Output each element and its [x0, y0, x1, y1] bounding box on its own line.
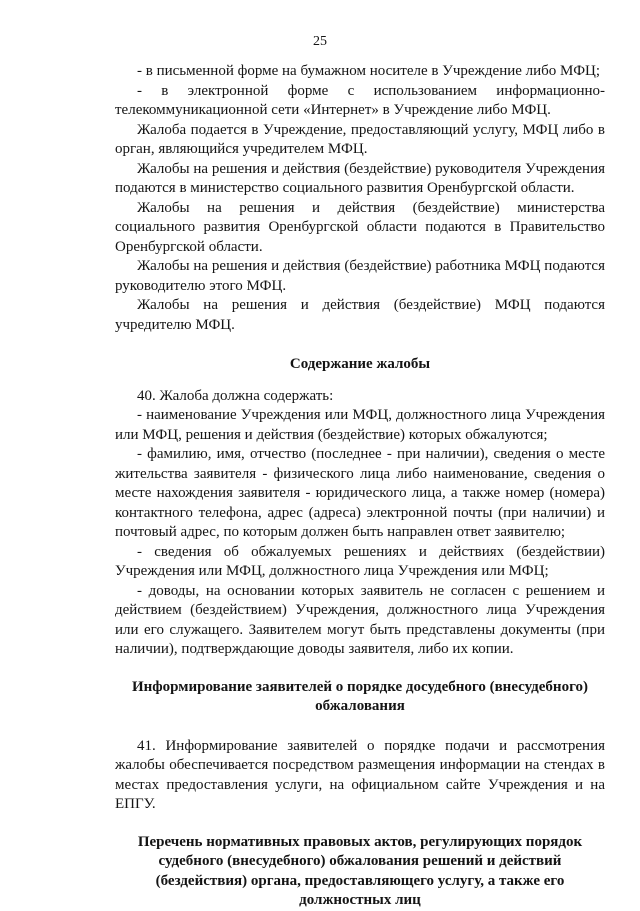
section-heading-informing: Информирование заявителей о порядке досудебного (внесудебного) обжалования: [131, 678, 588, 714]
paragraph: Жалобы на решения и действия (бездействие) работника МФЦ подаются руководителю этого МФЦ.: [115, 258, 605, 294]
paragraph: Жалобы на решения и действия (бездействие) министерства социального развития Оренбургской области подаются в Правительство Оренбургской области.: [115, 199, 605, 255]
paragraph: Жалобы на решения и действия (бездействие) руководителя Учреждения подаются в министерство социального развития Оренбургской области.: [115, 160, 605, 196]
paragraph: 41. Информирование заявителей о порядке подачи и рассмотрения жалобы обеспечивается посредством размещения информации на стендах в местах предоставления услуги, на официальном сайте Учреждения и на ЕПГУ.: [115, 737, 605, 812]
page-number: 25: [313, 34, 327, 49]
paragraph: - сведения об обжалуемых решениях и действиях (бездействии) Учреждения или МФЦ, должностного лица Учреждения или МФЦ;: [115, 543, 605, 579]
paragraph: - в электронной форме с использованием информационно-телекоммуникационной сети «Интернет» в Учреждение либо МФЦ.: [115, 82, 605, 118]
paragraph: 40. Жалоба должна содержать:: [137, 387, 334, 404]
paragraph: Жалобы на решения и действия (бездействие) МФЦ подаются учредителю МФЦ.: [115, 297, 605, 333]
paragraph: - фамилию, имя, отчество (последнее - при наличии), сведения о месте жительства заявителя - физического лица либо наименование, сведения о месте нахождения заявителя - юридического лица, а также номер (номера) контактного телефона, адрес (адреса) электронной почты (при наличии) и почтовый адрес, по которым должен быть направлен ответ заявителю;: [115, 446, 605, 540]
paragraph: - наименование Учреждения или МФЦ, должностного лица Учреждения или МФЦ, решения и действия (бездействие) которых обжалуются;: [115, 407, 605, 443]
paragraph: Жалоба подается в Учреждение, предоставляющий услугу, МФЦ либо в орган, являющийся учредителем МФЦ.: [115, 121, 605, 157]
paragraph: - доводы, на основании которых заявитель не согласен с решением и действием (бездействием) Учреждения, должностного лица Учреждения или его служащего. Заявителем могут быть представлены документы (при наличии), подтверждающие доводы заявителя, либо их копии.: [115, 582, 605, 657]
section-heading-legal-acts: Перечень нормативных правовых актов, регулирующих порядок судебного (внесудебного) обжалования решений и действий (бездействия) органа, предоставляющего услугу, а также его должностных лиц: [137, 833, 583, 908]
paragraph: - в письменной форме на бумажном носителе в Учреждение либо МФЦ;: [137, 63, 601, 79]
document-body: [115, 62, 605, 911]
section-heading-complaint-content: Содержание жалобы: [289, 356, 431, 372]
